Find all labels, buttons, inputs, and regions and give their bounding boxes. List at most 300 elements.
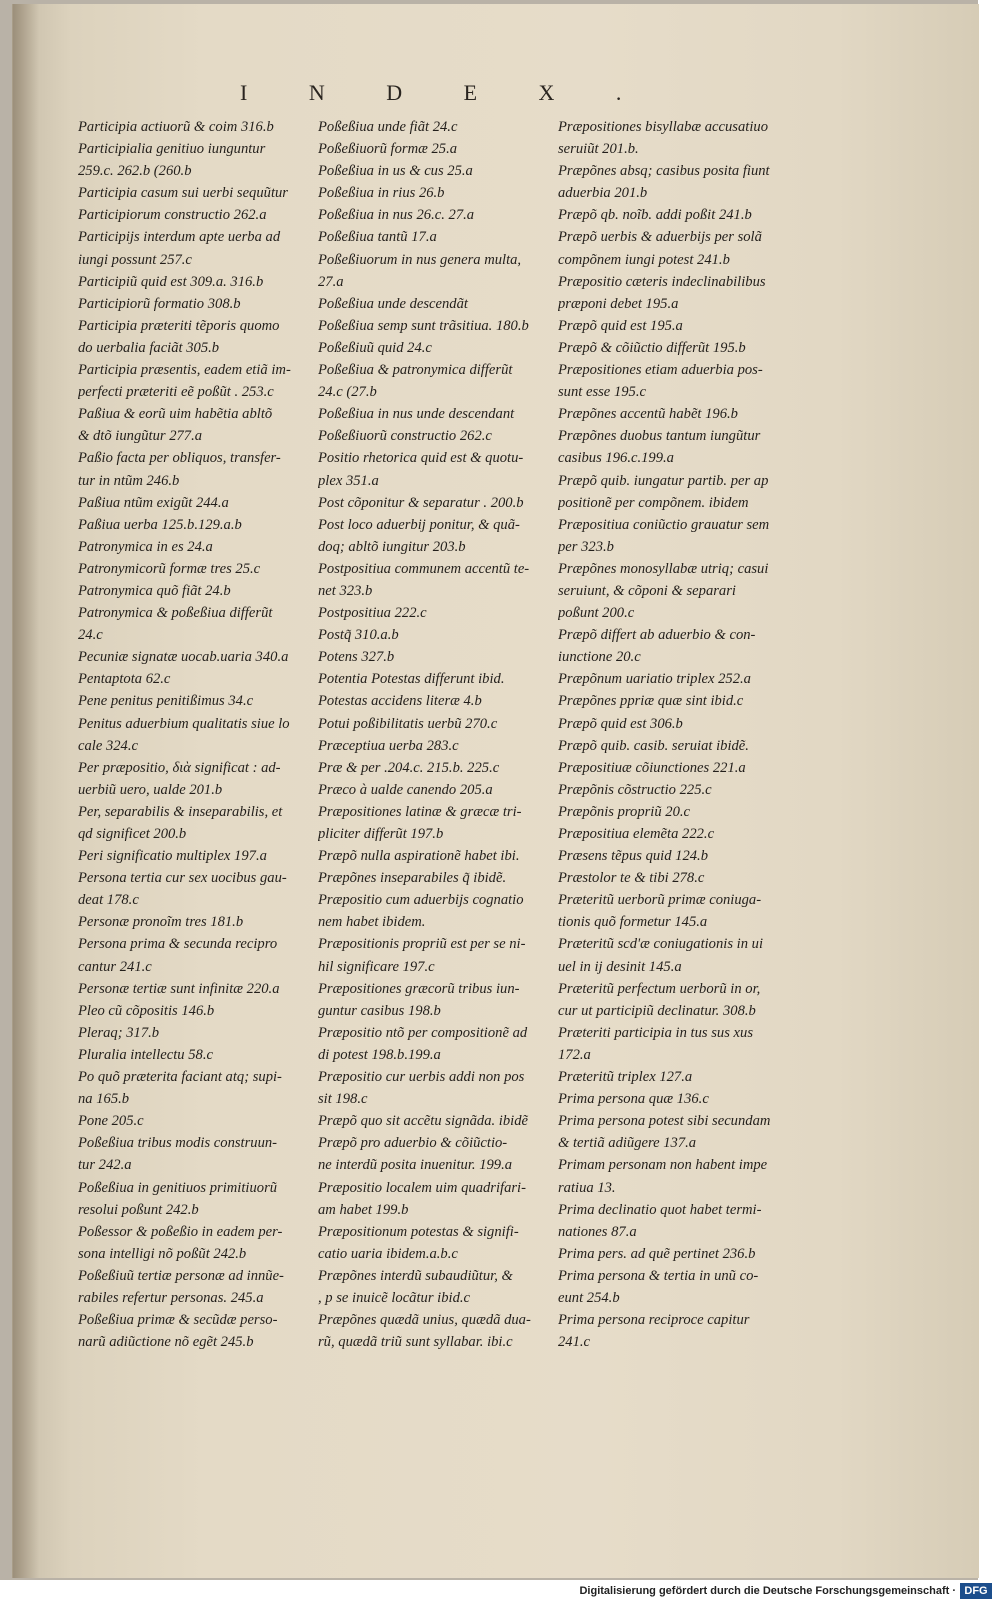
index-line	[558, 492, 786, 514]
index-line	[78, 1022, 314, 1044]
index-line-text: Prima pers. ad quẽ pertinet 236.b	[558, 1245, 756, 1262]
index-line	[558, 116, 786, 138]
index-line	[558, 668, 786, 690]
index-line-text: tur in ntũm 246.b	[78, 472, 180, 489]
index-line-text: Participiorũ formatio 308.b	[78, 295, 241, 312]
index-line	[318, 801, 544, 823]
index-line-text: Participijs interdum apte uerba ad	[78, 229, 281, 246]
index-line-text: Præpositiua elemẽta 222.c	[558, 826, 715, 842]
index-line-text: Participiorum constructio 262.a	[78, 207, 267, 224]
index-line	[78, 1221, 314, 1243]
index-line-text: Poßeßiua in nus 26.c. 27.a	[318, 207, 475, 224]
index-line-text: Poßeßiua in rius 26.b	[318, 185, 445, 202]
index-line-text: Præpõ & cõiũctio differũt 195.b	[558, 339, 746, 356]
index-line	[318, 1309, 544, 1331]
index-line	[78, 470, 314, 492]
index-line	[78, 956, 314, 978]
index-line-text: guntur casibus 198.b	[318, 1002, 441, 1019]
index-line	[318, 1331, 544, 1353]
index-line-text: Præpõnes monosyllabæ utriq; casui	[558, 560, 769, 577]
index-line	[558, 381, 786, 403]
index-line-text: doq; abltõ iungitur 203.b	[318, 538, 466, 555]
index-line-text: Potens 327.b	[318, 649, 395, 666]
index-line	[558, 249, 786, 271]
index-line-text: Participialia genitiuo iunguntur	[78, 141, 266, 158]
index-line-text: Patronymicorũ formæ tres 25.c	[78, 560, 261, 577]
index-line-text: Paßiua uerba 125.b.129.a.b	[78, 516, 242, 533]
index-line	[78, 116, 314, 138]
index-line-text: 27.a	[318, 273, 344, 290]
index-line	[78, 713, 314, 735]
index-line	[318, 735, 544, 757]
index-line	[78, 447, 314, 469]
index-line	[318, 271, 544, 293]
index-line-text: Præpõ pro aduerbio & cõiũctio-	[318, 1135, 508, 1152]
index-line-text: Præpõ quib. casib. seruiat ibidẽ.	[558, 737, 749, 754]
index-line	[78, 204, 314, 226]
index-line-text: Pentaptota 62.c	[78, 671, 171, 688]
index-line	[78, 823, 314, 845]
index-line-text: Præpositiones latinæ & græcæ tri-	[318, 803, 522, 820]
index-line	[558, 514, 786, 536]
index-line-text: Paßiua ntũm exigũt 244.a	[78, 494, 229, 511]
index-line	[558, 911, 786, 933]
index-line	[558, 1287, 786, 1309]
index-line	[78, 1331, 314, 1353]
index-line-text: 24.c (27.b	[318, 384, 377, 401]
index-line	[318, 470, 544, 492]
index-line-text: Prima persona & tertia in unũ co-	[558, 1267, 759, 1284]
index-line	[78, 337, 314, 359]
index-line-text: Post cõponitur & separatur . 200.b	[318, 494, 524, 511]
index-line-text: Personæ pronoĩm tres 181.b	[78, 914, 244, 931]
index-line-text: poßunt 200.c	[558, 605, 635, 622]
index-line	[558, 580, 786, 602]
index-line	[558, 1199, 786, 1221]
index-line-text: Persona prima & secunda recipro	[78, 936, 278, 953]
index-line	[558, 271, 786, 293]
index-line-text: resolui poßunt 242.b	[78, 1201, 199, 1218]
index-line-text: Præpõnes inseparabiles q̃ ibidẽ.	[318, 870, 507, 887]
index-line	[558, 1132, 786, 1154]
index-line	[78, 646, 314, 668]
index-line	[318, 226, 544, 248]
index-line	[558, 602, 786, 624]
index-line	[558, 845, 786, 867]
index-line	[558, 624, 786, 646]
index-line-text: casibus 196.c.199.a	[558, 450, 674, 467]
index-line-text: Præpõnes ppriæ quæ sint ibid.c	[558, 693, 744, 710]
index-line	[78, 381, 314, 403]
index-line-text: Poßeßiua tantũ 17.a	[318, 229, 437, 246]
index-line-text: seruiunt, & cõponi & separari	[558, 582, 736, 599]
index-line-text: per 323.b	[558, 538, 614, 555]
index-line-text: præponi debet 195.a	[558, 295, 679, 312]
index-line	[78, 226, 314, 248]
index-line	[558, 403, 786, 425]
index-line	[78, 911, 314, 933]
index-line	[558, 867, 786, 889]
index-line-text: Præpositio cum aduerbijs cognatio	[318, 892, 524, 909]
index-line	[78, 1132, 314, 1154]
index-line-text: Præteritũ perfectum uerborũ in or,	[558, 980, 761, 997]
index-line	[558, 359, 786, 381]
index-line-text: Participia casum sui uerbi sequũtur	[78, 185, 288, 202]
index-line-text: Paßio facta per obliquos, transfer-	[78, 450, 281, 467]
index-line-text: na 165.b	[78, 1091, 130, 1108]
index-line	[558, 1000, 786, 1022]
index-line	[318, 536, 544, 558]
funding-notice: Digitalisierung gefördert durch die Deutsche Forschungsgemeinschaft ·	[579, 1585, 956, 1597]
index-line-text: Per præpositio, διὰ significat : ad-	[78, 759, 281, 776]
index-line-text: sit 198.c	[318, 1091, 368, 1108]
index-line-text: Paßiua & eorũ uim habẽtia abltõ	[78, 406, 273, 423]
index-line-text: Poßeßiuũ tertiæ personæ ad innũe-	[78, 1267, 284, 1284]
index-line	[318, 757, 544, 779]
index-line	[318, 1088, 544, 1110]
index-line	[318, 1044, 544, 1066]
index-line-text: Positio rhetorica quid est & quotu-	[318, 450, 524, 467]
index-line-text: Participiũ quid est 309.a. 316.b	[78, 273, 264, 290]
index-line-text: Prima persona potest sibi secundam	[558, 1113, 771, 1130]
index-line	[78, 690, 314, 712]
index-line-text: Poßeßiua in us & cus 25.a	[318, 163, 473, 180]
index-line-text: Peri significatio multiplex 197.a	[78, 848, 267, 865]
index-line-text: Præ & per .204.c. 215.b. 225.c	[318, 759, 500, 776]
index-line-text: sunt esse 195.c	[558, 384, 646, 401]
index-line-text: & tertiã adiũgere 137.a	[558, 1135, 697, 1152]
index-line	[558, 1110, 786, 1132]
index-line	[318, 1066, 544, 1088]
index-line-text: eunt 254.b	[558, 1289, 620, 1306]
index-line-text: Prima persona reciproce capitur	[558, 1312, 750, 1329]
index-line-text: Præpõ differt ab aduerbio & con-	[558, 627, 756, 644]
index-line-text: Pene penitus penitißimus 34.c	[78, 693, 254, 710]
index-line	[78, 1287, 314, 1309]
index-line-text: rabiles refertur personas. 245.a	[78, 1289, 264, 1306]
index-line-text: Postq̃ 310.a.b	[318, 627, 399, 644]
index-line-text: Præpõ quid est 195.a	[558, 317, 683, 334]
index-line-text: Præceptiua uerba 283.c	[318, 737, 459, 754]
index-line	[78, 668, 314, 690]
index-column-2	[318, 116, 544, 1353]
index-line	[318, 978, 544, 1000]
index-line	[78, 1044, 314, 1066]
index-line-text: Præpõnum uariatio triplex 252.a	[558, 671, 751, 688]
index-line-text: Præpositiones græcorũ tribus iun-	[318, 980, 520, 997]
index-line-text: uerbiũ uero, ualde 201.b	[78, 781, 223, 798]
index-line	[78, 249, 314, 271]
index-line	[558, 646, 786, 668]
index-line-text: Præpositio ntõ per compositionẽ ad	[318, 1024, 528, 1041]
index-line-text: Participia præsentis, eadem etiã im-	[78, 362, 291, 379]
index-line-text: catio uaria ibidem.a.b.c	[318, 1245, 458, 1262]
index-line	[558, 1243, 786, 1265]
index-line	[558, 182, 786, 204]
index-line-text: Præpositio localem uim quadrifari-	[318, 1179, 526, 1196]
index-line	[318, 624, 544, 646]
index-line-text: seruiũt 201.b.	[558, 141, 639, 158]
index-line-text: Præteritũ scd'æ coniugationis in ui	[558, 936, 764, 953]
index-line	[78, 271, 314, 293]
index-line-text: Præpositionum potestas & signifi-	[318, 1223, 519, 1240]
index-line	[558, 757, 786, 779]
index-line	[318, 116, 544, 138]
index-line	[78, 138, 314, 160]
index-line-text: Patronymica in es 24.a	[78, 538, 213, 555]
index-line	[78, 536, 314, 558]
index-line	[318, 204, 544, 226]
index-line-text: Præpõnes duobus tantum iungũtur	[558, 428, 761, 445]
index-line-text: Poßeßiuorum in nus genera multa,	[318, 251, 522, 268]
index-line	[558, 138, 786, 160]
index-line-text: & dtõ iungũtur 277.a	[78, 428, 203, 445]
index-line	[78, 1177, 314, 1199]
index-line	[318, 160, 544, 182]
index-line	[318, 249, 544, 271]
index-line	[318, 558, 544, 580]
index-line	[558, 1265, 786, 1287]
index-line-text: Potestas accidens literæ 4.b	[318, 693, 482, 710]
index-line	[78, 425, 314, 447]
index-line	[318, 933, 544, 955]
index-line-text: perfecti præteriti eẽ poßũt . 253.c	[78, 384, 274, 401]
index-line	[558, 337, 786, 359]
index-line	[318, 779, 544, 801]
index-line-text: Primam personam non habent impe	[558, 1157, 768, 1174]
index-line	[78, 514, 314, 536]
index-line	[78, 1000, 314, 1022]
index-line-text: Pluralia intellectu 58.c	[78, 1046, 213, 1063]
index-line-text: Potentia Potestas differunt ibid.	[318, 671, 505, 688]
index-line	[78, 1265, 314, 1287]
index-line	[318, 1132, 544, 1154]
index-line-text: Poßeßiua unde fiãt 24.c	[318, 119, 458, 135]
index-line	[318, 823, 544, 845]
index-line-text: nationes 87.a	[558, 1223, 637, 1240]
index-line	[78, 867, 314, 889]
index-line	[558, 823, 786, 845]
index-line-text: Præpõ uerbis & aduerbijs per solã	[558, 229, 762, 246]
index-line	[558, 1221, 786, 1243]
index-line	[558, 978, 786, 1000]
index-line	[558, 1066, 786, 1088]
index-line-text: Pleo cũ cõpositis 146.b	[78, 1002, 215, 1019]
index-line-text: Præpõnes absq; casibus posita fiunt	[558, 163, 770, 180]
index-line-text: plex 351.a	[318, 472, 379, 489]
index-line-text: Poßeßiua primæ & secũdæ perso-	[78, 1312, 278, 1329]
index-line	[318, 425, 544, 447]
index-line	[558, 933, 786, 955]
index-line	[78, 757, 314, 779]
index-line	[558, 1177, 786, 1199]
dfg-logo: DFG	[960, 1583, 992, 1599]
index-line	[558, 690, 786, 712]
index-line-text: Persona tertia cur sex uocibus gau-	[78, 870, 287, 887]
index-line	[78, 293, 314, 315]
index-line-text: Personæ tertiæ sunt infinitæ 220.a	[78, 980, 280, 997]
index-line	[318, 514, 544, 536]
index-line	[318, 138, 544, 160]
index-line-text: Poßeßiuorũ constructio 262.c	[318, 428, 492, 445]
index-line	[78, 182, 314, 204]
index-line-text: 172.a	[558, 1046, 591, 1063]
index-line-text: pliciter differũt 197.b	[318, 826, 444, 842]
index-line	[318, 668, 544, 690]
index-line-text: Præco à ualde canendo 205.a	[318, 781, 493, 798]
index-line-text: iungi possunt 257.c	[78, 251, 192, 268]
index-line	[558, 889, 786, 911]
index-line-text: do uerbalia faciãt 305.b	[78, 339, 220, 356]
index-line	[78, 359, 314, 381]
index-line	[78, 1199, 314, 1221]
index-line	[318, 602, 544, 624]
index-line-text: Pone 205.c	[78, 1113, 144, 1130]
index-line-text: Postpositiua communem accentũ te-	[318, 560, 530, 577]
index-line	[318, 1221, 544, 1243]
index-line-text: Præpõnes interdũ subaudiũtur, &	[318, 1267, 513, 1284]
index-line	[78, 1309, 314, 1331]
index-line-text: Præpõnes accentũ habẽt 196.b	[558, 406, 738, 423]
index-line-text: Præpositionis propriũ est per se ni-	[318, 936, 526, 953]
index-line-text: am habet 199.b	[318, 1201, 409, 1218]
index-line	[78, 403, 314, 425]
index-line	[78, 315, 314, 337]
index-line-text: Præteriti participia in tus sus xus	[558, 1024, 753, 1041]
index-line	[318, 293, 544, 315]
index-line-text: tionis quõ formetur 145.a	[558, 914, 708, 931]
index-line-text: Præpositiuæ cõiunctiones 221.a	[558, 759, 746, 776]
index-line	[78, 889, 314, 911]
index-line-text: Poßeßiua unde descendãt	[318, 295, 468, 312]
page-gutter-shadow	[13, 4, 39, 1578]
index-line-text: Præpõ quo sit accẽtu signãda. ibidẽ	[318, 1113, 528, 1130]
index-line-text: Præsens tẽpus quid 124.b	[558, 848, 708, 865]
index-line	[78, 1110, 314, 1132]
index-line-text: Præstolor te & tibi 278.c	[558, 870, 705, 887]
index-column-3	[558, 116, 786, 1353]
index-line	[318, 359, 544, 381]
index-line-text: Prima declinatio quot habet termi-	[558, 1201, 762, 1218]
index-line-text: Pecuniæ signatæ uocab.uaria 340.a	[78, 649, 289, 666]
index-line	[558, 1309, 786, 1331]
index-line-text: uel in ij desinit 145.a	[558, 958, 682, 975]
index-line	[318, 1110, 544, 1132]
index-line-text: 259.c. 262.b (260.b	[78, 163, 192, 180]
index-line-text: compõnem iungi potest 241.b	[558, 251, 730, 268]
index-line-text: Præpõ qb. noĩb. addi poßit 241.b	[558, 207, 752, 224]
index-line-text: Poßeßiua semp sunt trãsitiua. 180.b	[318, 317, 529, 334]
index-line	[318, 1287, 544, 1309]
index-line	[558, 204, 786, 226]
index-line-text: Post loco aduerbij ponitur, & quã-	[318, 516, 520, 533]
index-line	[558, 425, 786, 447]
index-line	[78, 492, 314, 514]
index-line	[78, 1154, 314, 1176]
index-line	[78, 1088, 314, 1110]
index-line	[78, 1243, 314, 1265]
index-line	[318, 911, 544, 933]
index-line-text: Præpositiones bisyllabæ accusatiuo	[558, 119, 768, 135]
index-line	[558, 1022, 786, 1044]
index-line	[78, 602, 314, 624]
index-line	[318, 182, 544, 204]
index-line	[78, 1066, 314, 1088]
index-line-text: Poßeßiua tribus modis construun-	[78, 1135, 278, 1152]
index-line	[78, 845, 314, 867]
index-line-text: Potui poßibilitatis uerbũ 270.c	[318, 715, 498, 732]
index-line-text: Pleraq; 317.b	[78, 1024, 160, 1041]
index-line	[78, 624, 314, 646]
index-line-text: 24.c	[78, 627, 103, 644]
index-line-text: hil significare 197.c	[318, 958, 435, 975]
index-line-text: Præpositio cæteris indeclinabilibus	[558, 273, 766, 290]
index-line-text: Præteritũ uerborũ primæ coniuga-	[558, 892, 762, 909]
footer-bar	[0, 1580, 1000, 1603]
index-line-text: net 323.b	[318, 582, 373, 599]
index-line	[558, 1154, 786, 1176]
index-line-text: iunctione 20.c	[558, 649, 641, 666]
index-line-text: Per, separabilis & inseparabilis, et	[78, 803, 283, 820]
index-line	[558, 1088, 786, 1110]
index-line-text: Participia præteriti tẽporis quomo	[78, 317, 280, 334]
index-line-text: Penitus aduerbium qualitatis siue lo	[78, 715, 290, 732]
index-line	[558, 447, 786, 469]
index-line-text: Poßessor & poßeßio in eadem per-	[78, 1223, 283, 1240]
index-line	[318, 845, 544, 867]
index-line-text: Præpõ nulla aspirationẽ habet ibi.	[318, 848, 520, 865]
index-line-text: deat 178.c	[78, 892, 139, 909]
index-line	[318, 713, 544, 735]
index-line-text: cale 324.c	[78, 737, 138, 754]
index-line	[318, 447, 544, 469]
index-line	[318, 403, 544, 425]
index-line-text: rũ, quædã triũ sunt syllabar. ibi.c	[318, 1334, 513, 1351]
index-line-text: sona intelligi nõ poßũt 242.b	[78, 1245, 247, 1262]
index-line	[318, 1022, 544, 1044]
index-line	[318, 1154, 544, 1176]
index-line-text: qd significet 200.b	[78, 826, 187, 842]
index-line	[318, 690, 544, 712]
index-line	[558, 536, 786, 558]
index-line-text: Po quõ præterita faciant atq; supi-	[78, 1069, 282, 1086]
index-line-text: Patronymica & poßeßiua differũt	[78, 605, 273, 622]
index-line	[318, 315, 544, 337]
index-line	[558, 1044, 786, 1066]
index-line-text: positionẽ per compõnem. ibidem	[558, 494, 749, 511]
index-line	[318, 492, 544, 514]
index-line	[558, 1331, 786, 1353]
index-line-text: Participia actiuorũ & coim 316.b	[78, 119, 274, 135]
index-line	[318, 580, 544, 602]
index-line-text: Præpositiua coniũctio grauatur sem	[558, 516, 770, 533]
index-line	[318, 1199, 544, 1221]
index-line	[318, 1000, 544, 1022]
index-line	[318, 1177, 544, 1199]
index-line-text: di potest 198.b.199.a	[318, 1046, 441, 1063]
index-line-text: Præpositio cur uerbis addi non pos	[318, 1069, 525, 1086]
index-line-text: 241.c	[558, 1334, 591, 1351]
index-line	[558, 779, 786, 801]
index-line-text: Præpõnes quædã unius, quædã dua-	[318, 1312, 531, 1329]
index-line	[78, 558, 314, 580]
index-line	[318, 956, 544, 978]
index-line-text: cantur 241.c	[78, 958, 152, 975]
index-line-text: ratiua 13.	[558, 1179, 616, 1196]
index-line	[558, 293, 786, 315]
index-line	[558, 160, 786, 182]
index-line-text: , p se inuicẽ locãtur ibid.c	[318, 1289, 470, 1306]
